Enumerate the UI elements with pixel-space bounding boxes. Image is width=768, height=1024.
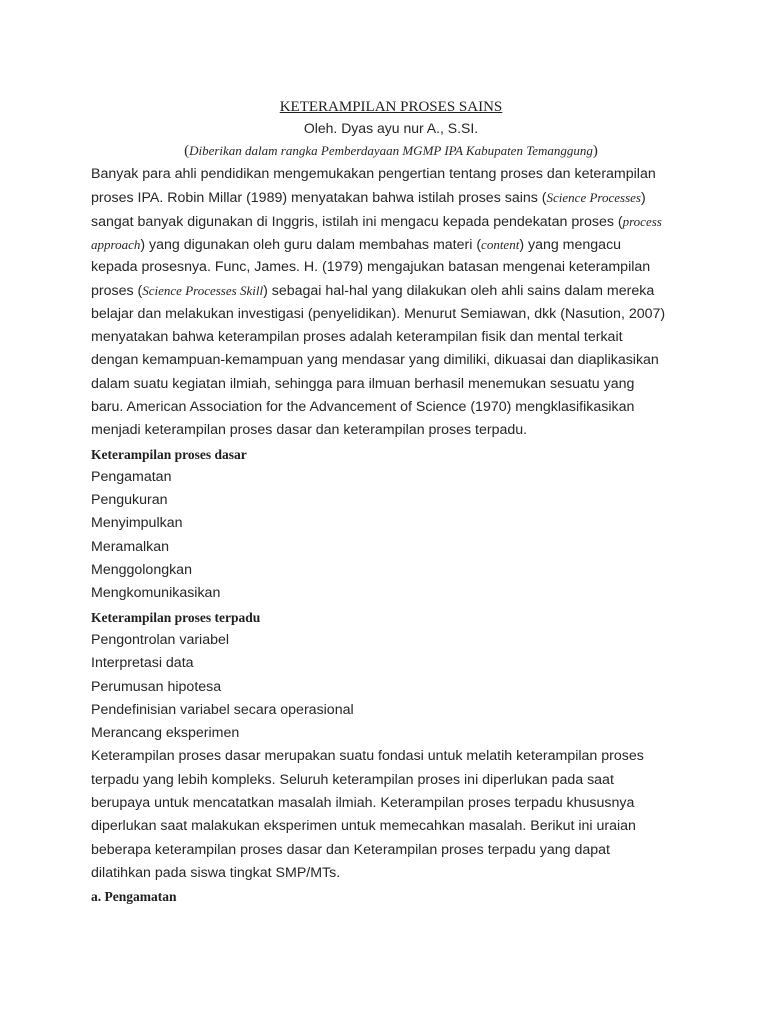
intro-text: ) yang digunakan oleh guru dalam membahas materi ( bbox=[140, 236, 482, 253]
intro-line bbox=[91, 210, 691, 233]
intro-line: baru. American Association for the Advancement of Science (1970) mengklasifikasikan bbox=[91, 398, 635, 415]
closing-line: dilatihkan pada siswa tingkat SMP/MTs. bbox=[91, 864, 341, 881]
integrated-skills-heading: Keterampilan proses terpadu bbox=[91, 609, 261, 625]
closing-line: berupaya untuk mencatatkan masalah ilmiah. Keterampilan proses terpadu khususnya bbox=[91, 795, 635, 812]
intro-line: menyatakan bahwa keterampilan proses adalah keterampilan fisik dan mental terkait bbox=[91, 329, 623, 346]
closing-paragraph bbox=[91, 745, 691, 885]
intro-text: ) yang mengacu bbox=[519, 236, 622, 253]
document-subtitle bbox=[91, 139, 691, 163]
list-item: Pengamatan bbox=[91, 468, 172, 485]
list-item: Merancang eksperimen bbox=[91, 725, 240, 742]
intro-text: ) bbox=[640, 190, 646, 207]
list-item: Pendefinisian variabel secara operasional bbox=[91, 701, 354, 718]
intro-line: belajar dan melakukan investigasi (penyelidikan). Menurut Semiawan, dkk (Nasution, 2007) bbox=[91, 305, 666, 322]
intro-text: ) sebagai hal-hal yang dilakukan oleh ahli sains dalam mereka bbox=[263, 283, 655, 300]
intro-line: kepada prosesnya. Func, James. H. (1979) mengajukan batasan mengenai keterampilan bbox=[91, 259, 651, 276]
intro-line bbox=[91, 186, 691, 209]
list-item: Pengukuran bbox=[91, 492, 168, 509]
closing-line: diperlukan saat malakukan eksperimen untuk memecahkan masalah. Berikut ini uraian bbox=[91, 818, 636, 835]
closing-line: beberapa keterampilan proses dasar dan Keterampilan proses terpadu yang dapat bbox=[91, 841, 610, 858]
basic-skills-heading: Keterampilan proses dasar bbox=[91, 446, 247, 462]
intro-term: Science Processes Skill bbox=[142, 283, 264, 299]
section-a-heading: a. Pengamatan bbox=[91, 889, 177, 905]
intro-term: approach bbox=[91, 236, 141, 252]
subtitle-open-paren: ( bbox=[184, 143, 190, 159]
intro-text: proses ( bbox=[91, 283, 143, 300]
intro-line bbox=[91, 279, 691, 302]
intro-line: menjadi keterampilan proses dasar dan keterampilan proses terpadu. bbox=[91, 422, 528, 439]
document-author: Oleh. Dyas ayu nur A., S.SI. bbox=[303, 120, 479, 136]
list-item: Mengkomunikasikan bbox=[91, 585, 221, 602]
intro-term: Science Processes bbox=[546, 190, 641, 206]
closing-line: Keterampilan proses dasar merupakan suatu fondasi untuk melatih keterampilan proses bbox=[91, 748, 644, 765]
intro-line bbox=[91, 233, 691, 256]
intro-term: content bbox=[481, 236, 520, 252]
list-item: Interpretasi data bbox=[91, 655, 194, 672]
document-title: KETERAMPILAN PROSES SAINS bbox=[279, 99, 503, 115]
intro-term: process bbox=[622, 213, 662, 229]
closing-line: terpadu yang lebih kompleks. Seluruh keterampilan proses ini diperlukan pada saat bbox=[91, 771, 614, 788]
intro-text: sangat banyak digunakan di Inggris, istilah ini mengacu kepada pendekatan proses ( bbox=[91, 213, 623, 230]
intro-paragraph bbox=[91, 163, 691, 443]
document-content bbox=[91, 97, 691, 909]
intro-line: Banyak para ahli pendidikan mengemukakan pengertian tentang proses dan keterampilan bbox=[91, 166, 656, 182]
subtitle-close-paren: ) bbox=[592, 143, 598, 159]
intro-line: dengan kemampuan-kemampuan yang mendasar yang dimiliki, dikuasai dan diaplikasikan bbox=[91, 352, 659, 369]
basic-skills-list bbox=[91, 466, 691, 606]
list-item: Pengontrolan variabel bbox=[91, 631, 230, 648]
intro-line: dalam suatu kegiatan ilmiah, sehingga para ilmuan berhasil menemukan sesuatu yang bbox=[91, 375, 635, 392]
integrated-skills-list bbox=[91, 629, 691, 745]
list-item: Perumusan hipotesa bbox=[91, 678, 222, 695]
list-item: Menggolongkan bbox=[91, 562, 192, 579]
subtitle-text: Diberikan dalam rangka Pemberdayaan MGMP IPA Kabupaten Temanggung bbox=[189, 143, 593, 158]
list-item: Menyimpulkan bbox=[91, 515, 183, 532]
list-item: Meramalkan bbox=[91, 538, 170, 555]
intro-text: proses IPA. Robin Millar (1989) menyatakan bahwa istilah proses sains ( bbox=[91, 190, 547, 207]
